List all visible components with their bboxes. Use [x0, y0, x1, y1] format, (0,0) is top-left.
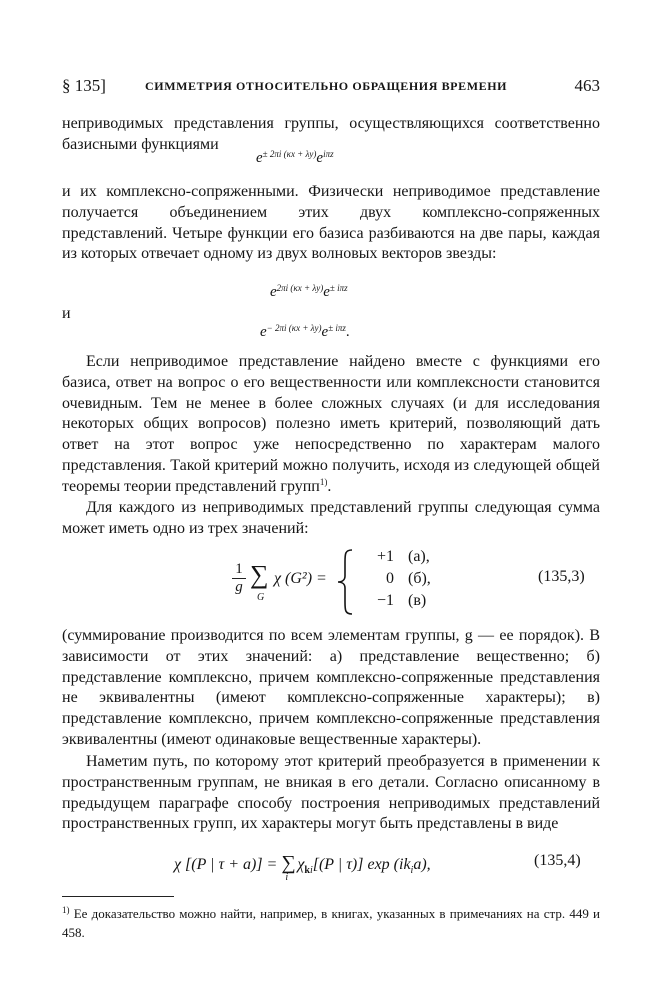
paragraph-4: Для каждого из неприводимых представлений группы следующая сумма может иметь одно из трех значений:: [62, 499, 600, 537]
page-number: 463: [574, 76, 600, 95]
formula-pair-2: $e^{- 2\pi i (\kappa x + \lambda y)}e^{\pm i\pi z}$.: [260, 323, 350, 340]
paragraph-2: и их комплексно-сопряженными. Физически неприводимое представление получается объединением этих двух комплексно-сопряженных представлений. Четыре функции его базиса разбиваются на две пары, каждая из которых отвечает одному из двух волновых векторов звезды:: [62, 183, 600, 263]
formula-basis-functions: $e^{\pm 2\pi i (\kappa x + \lambda y)}e^{i\pi z}$: [256, 149, 334, 166]
section-title: СИММЕТРИЯ ОТНОСИТЕЛЬНО ОБРАЩЕНИЯ ВРЕМЕНИ: [145, 79, 508, 93]
formula-pair-1: $e^{2\pi i (\kappa x + \lambda y)}e^{\pm i\pi z}$: [270, 283, 348, 300]
equation-number-135-4: (135,4): [534, 852, 581, 869]
left-brace: [336, 548, 356, 616]
running-header: [62, 76, 600, 98]
paragraph-3: Если неприводимое представление найдено вместе с функциями его базиса, ответ на вопрос о его вещественности или комплексности становится очевидным. Тем не менее в более сложных случаях (и для исследования некоторых общих вопросов) полезно иметь критерий, позволяющий дать ответ на этот вопрос уже непосредственно по характерам малого представления. Такой критерий можно получить, исходя из следующей общей теоремы теории представлений групп$^{1)}$.: [62, 353, 600, 495]
paragraph-6: Наметим путь, по которому этот критерий преобразуется в применении к пространственным группам, не вникая в его детали. Согласно описанному в предыдущем параграфе способу построения неприводимых представлений пространственных групп, их характеры могут быть представлены в виде: [62, 753, 600, 833]
paragraph-1: неприводимых представления группы, осуществляющихся соответственно базисными функциями: [62, 115, 600, 153]
formula-character-sum: 1 g ∑ G χ (G²) = +1 (а), 0 (б), −1 (в): [232, 548, 512, 616]
footnote-rule: [62, 896, 174, 897]
conjunction-and: и: [62, 305, 71, 322]
equation-number-135-3: (135,3): [538, 568, 585, 585]
paragraph-5: (суммирование производится по всем элементам группы, g — ее порядок). В зависимости от этих значений: а) представление вещественно; б) представление комплексно, причем комплексно-сопряженные представления не эквивалентны (имеют комплексно-сопряженные характеры); в) представление комплексно, причем комплексно-сопряженные представления эквивалентны (имеют одинаковые вещественные характеры).: [62, 627, 600, 748]
formula-space-group-character: χ [(P | τ + a)] = ∑ i $\chi_{ki}[(P$ | τ)] $\exp (ik_ia)$,: [174, 852, 431, 883]
section-reference: § 135]: [62, 76, 106, 95]
footnote: $^{1)}$ Ее доказательство можно найти, например, в книгах, указанных в примечаниях на стр. 449 и 458.: [62, 905, 600, 940]
footnote-ref: 1): [319, 476, 328, 487]
footnote-mark: 1): [62, 905, 70, 915]
